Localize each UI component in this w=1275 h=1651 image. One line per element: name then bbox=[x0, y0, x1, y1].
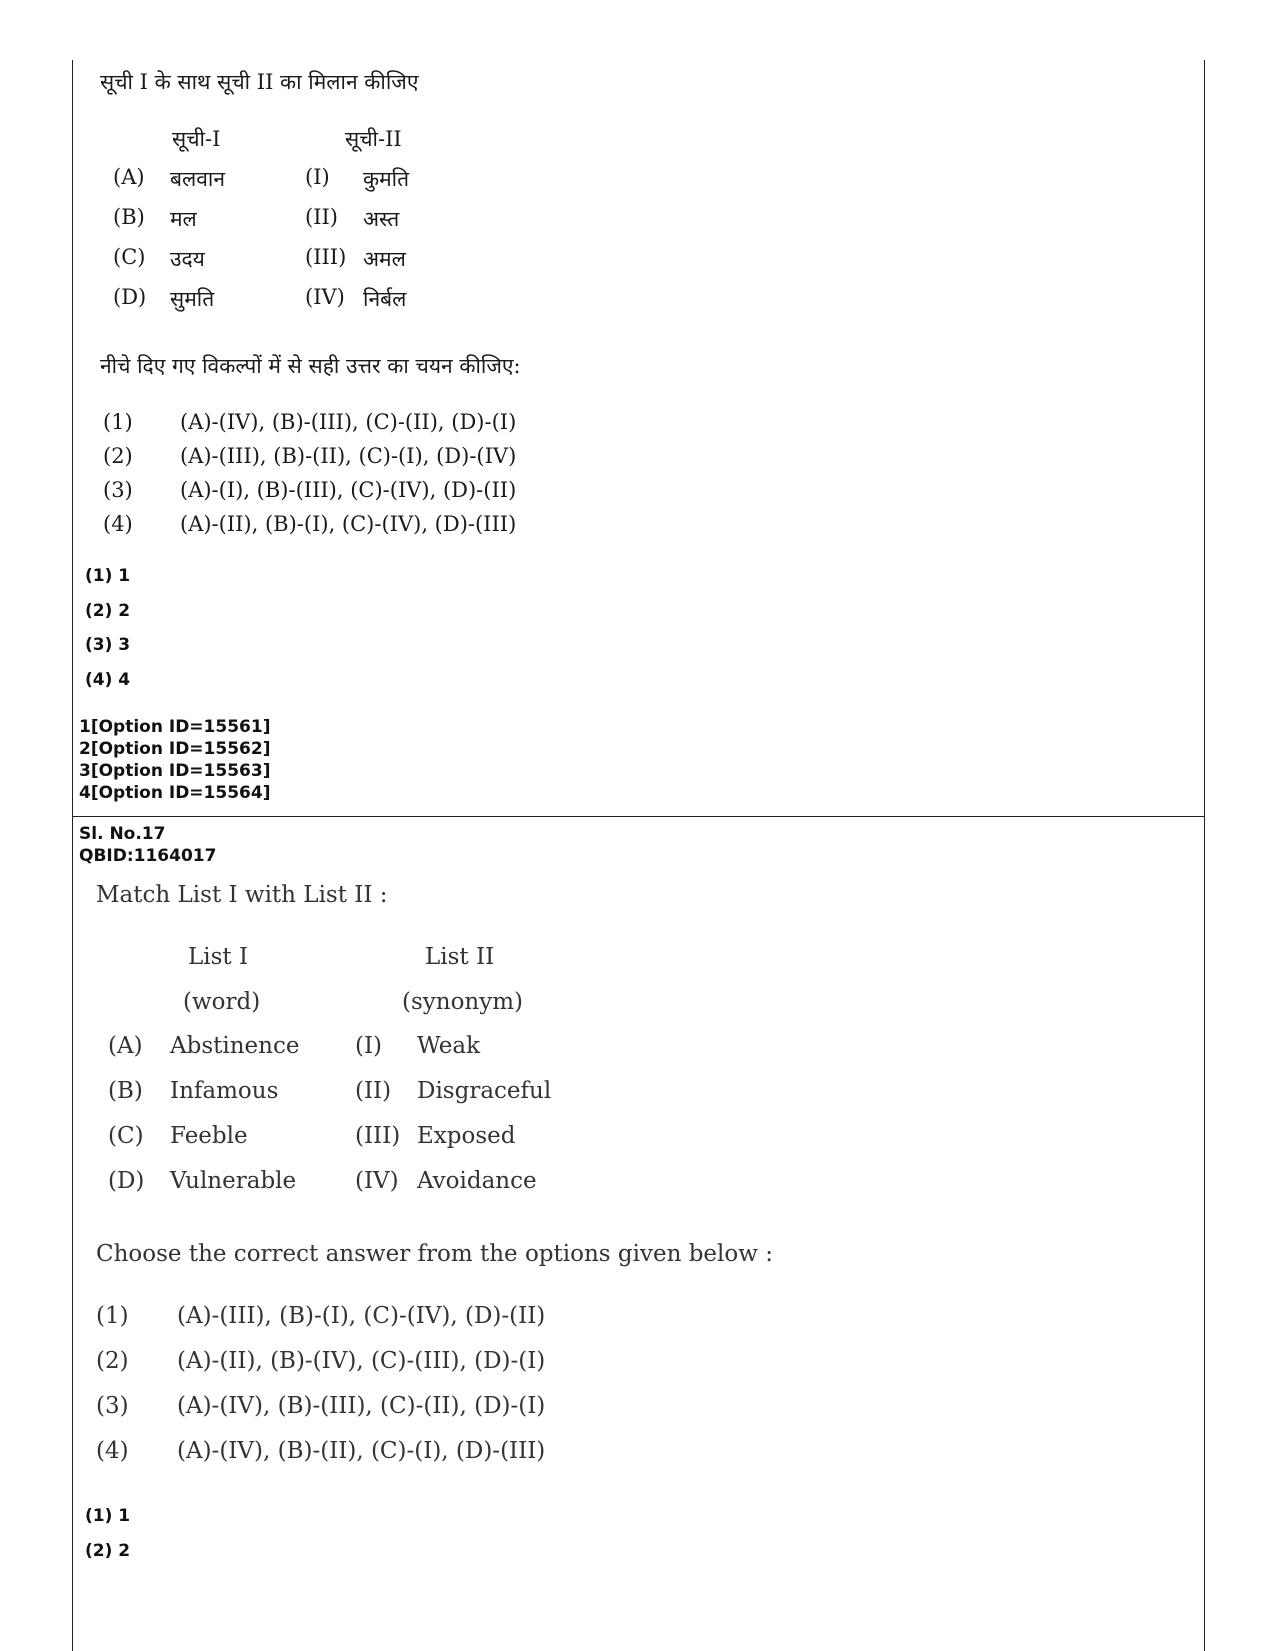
q16-answer-3: (3) 3 bbox=[85, 635, 131, 655]
q17-answer-2: (2) 2 bbox=[85, 1541, 131, 1561]
q16-row-d-label: (D) bbox=[113, 285, 147, 309]
q16-row-c-label: (C) bbox=[113, 245, 146, 269]
q17-answer-1: (1) 1 bbox=[85, 1506, 131, 1526]
q17-option-3-text: (A)-(IV), (B)-(III), (C)-(II), (D)-(I) bbox=[177, 1393, 546, 1419]
q17-row-iv-label: (IV) bbox=[355, 1168, 399, 1194]
q16-row-d-text: सुमति bbox=[170, 287, 215, 311]
q17-option-2-text: (A)-(II), (B)-(IV), (C)-(III), (D)-(I) bbox=[177, 1348, 546, 1374]
q16-option-id-4: 4[Option ID=15564] bbox=[79, 783, 271, 803]
q17-row-b-text: Infamous bbox=[170, 1078, 279, 1104]
q17-row-i-text: Weak bbox=[417, 1033, 481, 1059]
q16-row-a-label: (A) bbox=[113, 165, 145, 189]
q16-answer-2: (2) 2 bbox=[85, 601, 131, 621]
q16-answer-4: (4) 4 bbox=[85, 670, 131, 690]
q16-answer-1: (1) 1 bbox=[85, 566, 131, 586]
q16-row-ii-label: (II) bbox=[305, 205, 338, 229]
q16-row-b-label: (B) bbox=[113, 205, 145, 229]
q17-row-c-label: (C) bbox=[108, 1123, 144, 1149]
q17-choose-instruction: Choose the correct answer from the options given below : bbox=[96, 1241, 773, 1267]
q16-row-i-label: (I) bbox=[305, 165, 330, 189]
q17-option-3-num: (3) bbox=[96, 1393, 129, 1419]
q17-sl-no: Sl. No.17 bbox=[79, 824, 166, 844]
q16-row-ii-text: अस्त bbox=[363, 207, 400, 231]
q17-row-iv-text: Avoidance bbox=[417, 1168, 537, 1194]
q16-row-iv-text: निर्बल bbox=[363, 287, 407, 311]
q17-option-2-num: (2) bbox=[96, 1348, 129, 1374]
q16-choose-instruction: नीचे दिए गए विकल्पों में से सही उत्तर का चयन कीजिए: bbox=[100, 354, 521, 378]
question-divider bbox=[72, 816, 1205, 817]
q16-option-id-1: 1[Option ID=15561] bbox=[79, 717, 271, 737]
q17-row-b-label: (B) bbox=[108, 1078, 143, 1104]
q16-row-a-text: बलवान bbox=[170, 167, 225, 191]
q17-row-a-text: Abstinence bbox=[170, 1033, 300, 1059]
q17-row-a-label: (A) bbox=[108, 1033, 143, 1059]
q16-option-2-text: (A)-(III), (B)-(II), (C)-(I), (D)-(IV) bbox=[180, 444, 517, 468]
q16-option-3-num: (3) bbox=[103, 478, 133, 502]
q16-option-id-2: 2[Option ID=15562] bbox=[79, 739, 271, 759]
q17-qbid: QBID:1164017 bbox=[79, 846, 217, 866]
q17-instruction: Match List I with List II : bbox=[96, 882, 388, 908]
q16-option-2-num: (2) bbox=[103, 444, 133, 468]
q17-list1-header: List I bbox=[188, 944, 249, 970]
q17-option-1-text: (A)-(III), (B)-(I), (C)-(IV), (D)-(II) bbox=[177, 1303, 546, 1329]
q16-option-1-num: (1) bbox=[103, 410, 133, 434]
q16-row-b-text: मल bbox=[170, 207, 197, 231]
q16-option-id-3: 3[Option ID=15563] bbox=[79, 761, 271, 781]
q17-list2-header: List II bbox=[425, 944, 495, 970]
q17-row-d-label: (D) bbox=[108, 1168, 145, 1194]
q16-row-i-text: कुमति bbox=[363, 167, 410, 191]
q17-option-4-num: (4) bbox=[96, 1438, 129, 1464]
q16-list1-header: सूची-I bbox=[172, 127, 221, 151]
q16-option-4-text: (A)-(II), (B)-(I), (C)-(IV), (D)-(III) bbox=[180, 512, 517, 536]
q16-row-c-text: उदय bbox=[170, 247, 205, 271]
q17-row-iii-text: Exposed bbox=[417, 1123, 516, 1149]
q16-row-iii-label: (III) bbox=[305, 245, 347, 269]
q16-option-3-text: (A)-(I), (B)-(III), (C)-(IV), (D)-(II) bbox=[180, 478, 517, 502]
q17-row-iii-label: (III) bbox=[355, 1123, 401, 1149]
q17-option-1-num: (1) bbox=[96, 1303, 129, 1329]
q17-row-ii-label: (II) bbox=[355, 1078, 392, 1104]
q17-row-d-text: Vulnerable bbox=[170, 1168, 297, 1194]
q16-row-iv-label: (IV) bbox=[305, 285, 345, 309]
q17-list2-subheader: (synonym) bbox=[402, 989, 524, 1015]
q16-option-1-text: (A)-(IV), (B)-(III), (C)-(II), (D)-(I) bbox=[180, 410, 517, 434]
q16-list2-header: सूची-II bbox=[345, 127, 402, 151]
q16-option-4-num: (4) bbox=[103, 512, 133, 536]
q17-row-c-text: Feeble bbox=[170, 1123, 248, 1149]
q16-instruction: सूची I के साथ सूची II का मिलान कीजिए bbox=[100, 70, 419, 94]
q16-row-iii-text: अमल bbox=[363, 247, 406, 271]
q17-option-4-text: (A)-(IV), (B)-(II), (C)-(I), (D)-(III) bbox=[177, 1438, 546, 1464]
q17-row-ii-text: Disgraceful bbox=[417, 1078, 552, 1104]
q17-row-i-label: (I) bbox=[355, 1033, 383, 1059]
q17-list1-subheader: (word) bbox=[183, 989, 261, 1015]
